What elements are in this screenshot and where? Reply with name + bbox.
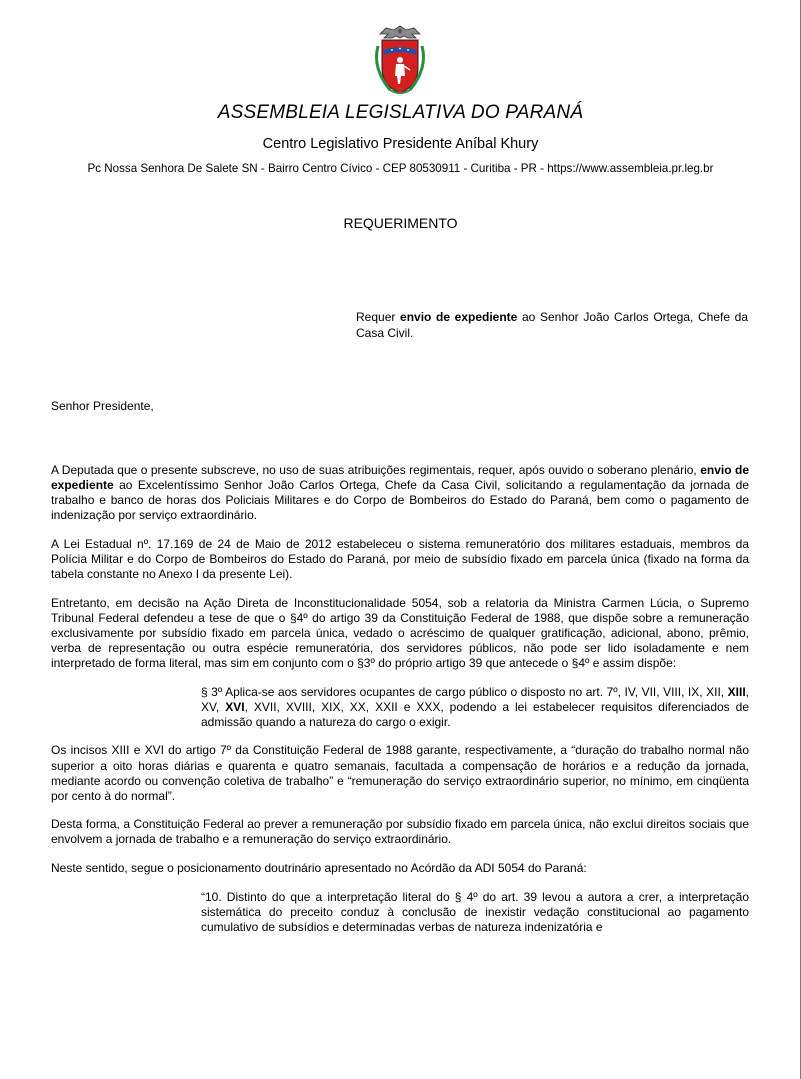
greeting: Senhor Presidente,: [51, 399, 154, 413]
institution-address: Pc Nossa Senhora De Salete SN - Bairro Centro Cívico - CEP 80530911 - Curitiba - PR - https://www.assembleia.pr.leg.br: [87, 162, 714, 175]
quote-article-39: [201, 685, 749, 730]
summary-suffix: ao Senhor João Carlos Ortega, Chefe da Casa Civil.: [356, 310, 748, 340]
document-body: [51, 463, 749, 948]
summary-bold: envio de expediente: [400, 310, 518, 324]
paragraph-constitution-items: Os incisos XIII e XVI do artigo 7º da Constituição Federal de 1988 garante, respectivamente, a “duração do trabalho normal não superior a oito horas diárias e quarenta e quatro semanais, facultada a compensação de horários e a redução da jornada, mediante acordo ou convenção coletiva de trabalho” e “remuneração do serviço extraordinário superior, no mínimo, em cinqüenta por cento à do normal”.: [51, 743, 749, 803]
document-summary: [356, 309, 748, 341]
institution-title: ASSEMBLEIA LEGISLATIVA DO PARANÁ: [217, 102, 584, 123]
quote1-part-c: , XV,: [201, 684, 749, 714]
parana-coat-of-arms-icon: [370, 24, 430, 96]
quote1-part-a: § 3º Aplica-se aos servidores ocupantes de cargo público o disposto no art. 7º, IV, VII, VIII, IX, XII,: [201, 684, 728, 699]
quote-adi-5054: “10. Distinto do que a interpretação literal do § 4º do art. 39 levou a autora a crer, a interpretação sistemática do preceito conduz à conclusão de inexistir vedação constitucional ao pagamento cumulativo de subsídios e determinadas verbas de natureza indenizatória e: [201, 889, 749, 934]
paragraph-conclusion: Desta forma, a Constituição Federal ao prever a remuneração por subsídio fixado em parcela única, não exclui direitos sociais que envolvem a jornada de trabalho e a remuneração do serviço extraordinário.: [51, 817, 749, 847]
quote1-bold-xvi: XVI: [225, 699, 245, 714]
paragraph-state-law: A Lei Estadual nº. 17.169 de 24 de Maio de 2012 estabeleceu o sistema remuneratório dos militares estaduais, membros da Polícia Militar e do Corpo de Bombeiros do Estado do Paraná, por meio de subsídio fixado em parcela única (fixado na forma da tabela constante no Anexo I da presente Lei).: [51, 536, 749, 582]
paragraph-adi-decision: Entretanto, em decisão na Ação Direta de Inconstitucionalidade 5054, sob a relatoria da Ministra Carmen Lúcia, o Supremo Tribunal Federal defendeu a tese de que o §4º do artigo 39 da Constituição Federal de 1988, que dispõe sobre a remuneração exclusivamente por subsídio fixado em parcela única, vedado o acréscimo de qualquer gratificação, adicional, abono, prêmio, verba de representação ou outra espécie remuneratória, dos servidores públicos, não pode ser lido isoladamente e nem interpretado de forma literal, mas sim em conjunto com o §3º do próprio artigo 39 que antecede o §4º e assim dispõe:: [51, 595, 749, 671]
quote1-bold-xiii: XIII: [727, 684, 746, 699]
paragraph-request-part1: A Deputada que o presente subscreve, no uso de suas atribuições regimentais, requer, após ouvido o soberano plenário,: [51, 463, 701, 477]
paragraph-request-part2: ao Excelentíssimo Senhor João Carlos Ortega, Chefe da Casa Civil, solicitando a regulamentação da jornada de trabalho e banco de horas dos Policiais Militares e do Corpo de Bombeiros do Estado do Paraná, bem como o pagamento de indenização por serviço extraordinário.: [51, 478, 749, 523]
paragraph-request: [51, 463, 749, 523]
paragraph-doctrine-intro: Neste sentido, segue o posicionamento doutrinário apresentado no Acórdão da ADI 5054 do Paraná:: [51, 860, 587, 875]
document-title: REQUERIMENTO: [343, 215, 458, 231]
legislative-center-name: Centro Legislativo Presidente Aníbal Khury: [262, 136, 539, 152]
summary-prefix: Requer: [356, 310, 401, 324]
quote1-part-e: , XVII, XVIII, XIX, XX, XXII e XXX, podendo a lei estabelecer requisitos diferenciados de admissão quando a natureza do cargo o exigir.: [201, 699, 749, 729]
paragraph-request-bold: envio de expediente: [51, 463, 749, 493]
